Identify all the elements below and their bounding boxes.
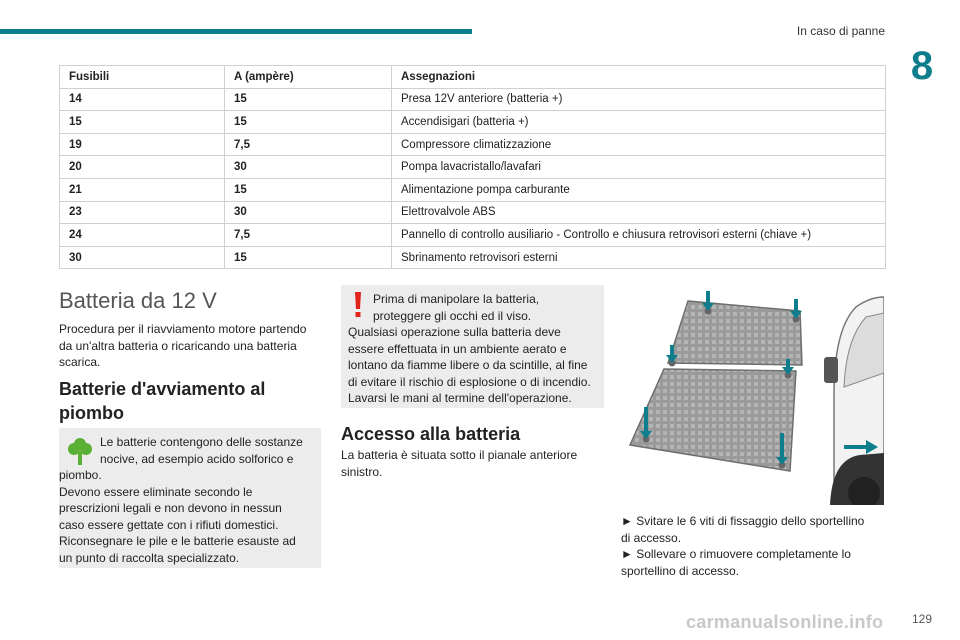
- fuse-assignment: Compressore climatizzazione: [392, 133, 886, 156]
- fuse-assignment: Elettrovalvole ABS: [392, 201, 886, 224]
- fuse-assignment: Alimentazione pompa carburante: [392, 178, 886, 201]
- text-line: nocive, ad esempio acido solforico e: [100, 451, 294, 466]
- fuse-table: [59, 65, 886, 269]
- fuse-assignment: Presa 12V anteriore (batteria +): [392, 88, 886, 111]
- fuse-number: 20: [60, 156, 225, 179]
- text-line: lontano da fiamme libere o da scintille, al fine: [348, 358, 588, 372]
- instruction-line: di accesso.: [621, 530, 682, 545]
- floor-panel-illustration: [620, 283, 884, 505]
- text-line: Prima di manipolare la batteria,: [373, 292, 540, 306]
- column-header: A (ampère): [225, 66, 392, 89]
- battery-access-illustration: [620, 283, 884, 505]
- fuse-amperage: 7,5: [225, 224, 392, 247]
- fuse-amperage: 7,5: [225, 133, 392, 156]
- access-section-text: [341, 447, 603, 480]
- instruction-line: ► Svitare le 6 viti di fissaggio dello sportellino: [621, 514, 865, 528]
- text-line: scarica.: [59, 355, 101, 369]
- fuse-number: 24: [60, 224, 225, 247]
- fuse-amperage: 30: [225, 201, 392, 224]
- access-instructions: [621, 513, 891, 579]
- text-line: Lavarsi le mani al termine dell'operazione.: [348, 391, 572, 405]
- text-line: Qualsiasi operazione sulla batteria deve: [348, 325, 561, 339]
- text-line: essere effettuata in un ambiente aerato e: [348, 341, 567, 356]
- text-line: proteggere gli occhi ed il viso.: [373, 308, 532, 323]
- chapter-number: 8: [910, 44, 934, 88]
- text-line: un punto di raccolta specializzato.: [59, 550, 240, 565]
- fuse-assignment: Pannello di controllo ausiliario - Controllo e chiusura retrovisori esterni (chiave +): [392, 224, 886, 247]
- column-header: Assegnazioni: [392, 66, 886, 89]
- fuse-amperage: 15: [225, 88, 392, 111]
- fuse-amperage: 15: [225, 178, 392, 201]
- recycle-tree-icon: [67, 436, 93, 466]
- text-line: caso essere gettate con i rifiuti domestici.: [59, 517, 279, 532]
- text-line: sinistro.: [341, 464, 383, 479]
- fuse-number: 14: [60, 88, 225, 111]
- fuse-number: 30: [60, 246, 225, 269]
- fuse-amperage: 15: [225, 246, 392, 269]
- column-header: Fusibili: [60, 66, 225, 89]
- text-line: Riconsegnare le pile e le batterie esauste ad: [59, 534, 296, 548]
- text-line: da un'altra batteria o ricaricando una batteria: [59, 338, 297, 353]
- battery-intro: [59, 321, 319, 371]
- fuse-number: 23: [60, 201, 225, 224]
- text-line: Procedura per il riavviamento motore partendo: [59, 322, 307, 336]
- table-row: [60, 111, 886, 134]
- text-line: Le batterie contengono delle sostanze: [100, 435, 303, 449]
- fuse-number: 21: [60, 178, 225, 201]
- text-line: Devono essere eliminate secondo le: [59, 484, 253, 499]
- text-line: piombo: [59, 403, 124, 423]
- fuse-number: 19: [60, 133, 225, 156]
- text-line: Batterie d'avviamento al: [59, 379, 266, 399]
- text-line: di evitare il rischio di esplosione o di incendio.: [348, 374, 591, 389]
- text-line: piombo.: [59, 468, 102, 482]
- table-header-row: [60, 66, 886, 89]
- eco-note: [59, 428, 321, 568]
- table-row: [60, 246, 886, 269]
- table-row: [60, 224, 886, 247]
- fuse-amperage: 15: [225, 111, 392, 134]
- fuse-number: 15: [60, 111, 225, 134]
- lead-acid-subtitle: [59, 377, 319, 425]
- instruction-line: ► Sollevare o rimuovere completamente lo: [621, 547, 851, 561]
- instruction-line: sportellino di accesso.: [621, 563, 740, 578]
- table-row: [60, 133, 886, 156]
- fuse-assignment: Accendisigari (batteria +): [392, 111, 886, 134]
- text-line: prescrizioni legali e non devono in nessun: [59, 501, 282, 515]
- watermark: carmanualsonline.info: [686, 612, 884, 632]
- battery-section-title: Batteria da 12 V: [59, 288, 217, 313]
- table-row: [60, 88, 886, 111]
- text-line: La batteria è situata sotto il pianale anteriore: [341, 448, 578, 462]
- table-row: [60, 178, 886, 201]
- section-title: In caso di panne: [796, 24, 885, 38]
- page-number: 129: [911, 612, 932, 626]
- fuse-assignment: Pompa lavacristallo/lavafari: [392, 156, 886, 179]
- table-row: [60, 156, 886, 179]
- fuse-assignment: Sbrinamento retrovisori esterni: [392, 246, 886, 269]
- warning-exclamation-icon: [353, 292, 363, 318]
- table-row: [60, 201, 886, 224]
- warning-note: [341, 285, 604, 408]
- header-accent-bar: [0, 29, 472, 34]
- access-section-title: Accesso alla batteria: [341, 424, 521, 444]
- fuse-amperage: 30: [225, 156, 392, 179]
